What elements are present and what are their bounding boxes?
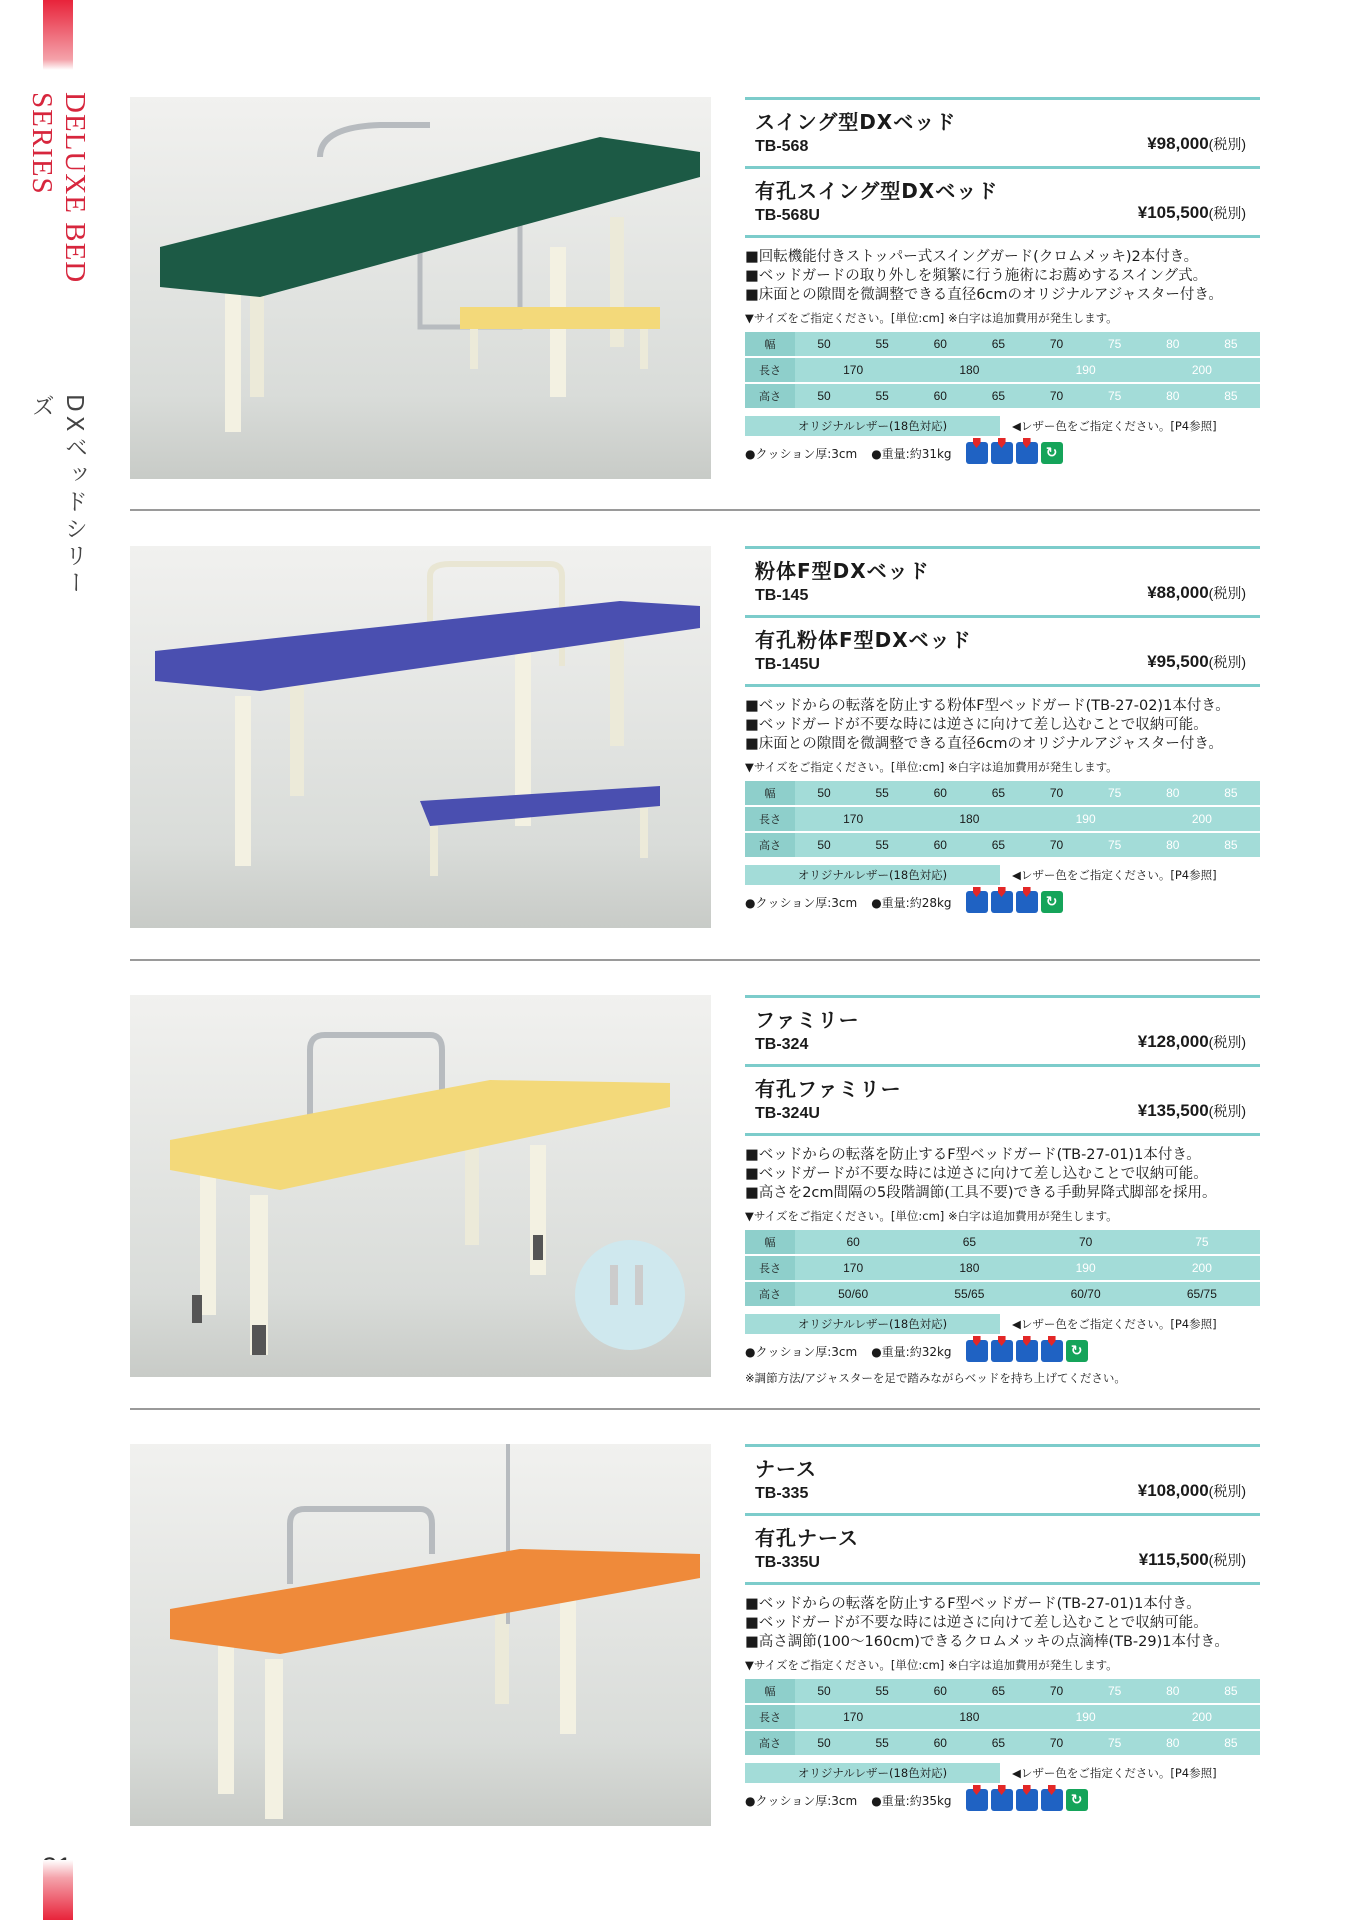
weight-spec: ●重量:約28kg: [871, 895, 952, 910]
product-code: TB-145U: [755, 656, 820, 673]
width-row: [745, 332, 1260, 356]
leather-row: [745, 1763, 1260, 1783]
series-subtitle: DXベッドシリーズ: [28, 393, 87, 598]
height-label: 高さ: [745, 1731, 795, 1755]
product-code: TB-568U: [755, 207, 820, 224]
bed-illustration: [130, 97, 711, 479]
feature-icons: [966, 1789, 1088, 1811]
price-value: ¥135,500: [1137, 1101, 1209, 1120]
product-block: [130, 1444, 1260, 1828]
product-name: 粉体F型DXベッド: [755, 559, 930, 583]
width-label: 幅: [745, 781, 795, 805]
size-cell: 60: [795, 1230, 911, 1254]
size-cell: 60: [911, 332, 969, 356]
size-cell: 75: [1086, 1679, 1144, 1703]
size-cell: 70: [1028, 833, 1086, 857]
size-cell: 80: [1144, 384, 1202, 408]
size-cell: 55: [853, 1679, 911, 1703]
price-value: ¥115,500: [1138, 1550, 1209, 1569]
height-row: [745, 1731, 1260, 1755]
size-cell: 65: [969, 1731, 1027, 1755]
length-label: 長さ: [745, 807, 795, 831]
feature-item: ■ベッドからの転落を防止する粉体F型ベッドガード(TB-27-02)1本付き。: [745, 698, 1230, 714]
spec-row: [745, 1789, 1260, 1811]
bed-mattress: [170, 1549, 700, 1654]
product-price: [1147, 583, 1246, 603]
option-icon: [1016, 891, 1038, 913]
length-row: [745, 1705, 1260, 1729]
size-cell: 75: [1086, 781, 1144, 805]
size-cell: 55/65: [911, 1282, 1027, 1306]
length-label: 長さ: [745, 358, 795, 382]
adjust-icon: ↻: [1041, 891, 1063, 913]
size-cell: 55: [853, 781, 911, 805]
weight-spec: ●重量:約31kg: [871, 446, 952, 461]
size-table: [745, 1677, 1260, 1757]
size-cell: 65: [969, 384, 1027, 408]
size-cell: 80: [1144, 833, 1202, 857]
size-cell: 50: [795, 833, 853, 857]
option-icon: [1041, 1340, 1063, 1362]
leather-row: [745, 416, 1260, 436]
size-cell: 50: [795, 332, 853, 356]
size-cell: 200: [1144, 1256, 1260, 1280]
size-cell: 60: [911, 1679, 969, 1703]
model-row: [745, 100, 1260, 169]
size-cell: 65: [969, 781, 1027, 805]
size-cell: 70: [1028, 781, 1086, 805]
height-row: [745, 833, 1260, 857]
width-row: [745, 1230, 1260, 1254]
size-cell: 85: [1202, 1679, 1260, 1703]
size-cell: 170: [795, 358, 911, 382]
spec-row: [745, 442, 1260, 464]
tax-note: (税別): [1208, 654, 1246, 670]
size-cell: 55: [853, 384, 911, 408]
product-price: [1138, 1032, 1246, 1052]
feature-item: ■ベッドからの転落を防止するF型ベッドガード(TB-27-01)1本付き。: [745, 1147, 1201, 1163]
feature-item: ■ベッドガードが不要な時には逆さに向けて差し込むことで収納可能。: [745, 717, 1208, 733]
bed-illustration: [130, 995, 711, 1377]
size-note: ▼サイズをご指定ください。[単位:cm] ※白字は追加費用が発生します。: [745, 1209, 1118, 1223]
option-icon: [1016, 442, 1038, 464]
height-row: [745, 1282, 1260, 1306]
option-icon: [991, 1789, 1013, 1811]
product-photo: [130, 97, 711, 479]
leather-badge: オリジナルレザー(18色対応): [745, 1314, 1000, 1334]
option-icon: [991, 891, 1013, 913]
leather-row: [745, 1314, 1260, 1334]
tax-note: (税別): [1208, 1483, 1246, 1499]
size-cell: 85: [1202, 332, 1260, 356]
size-cell: 55: [853, 332, 911, 356]
model-row: [745, 1516, 1260, 1585]
size-cell: 65: [911, 1230, 1027, 1254]
leather-badge: オリジナルレザー(18色対応): [745, 1763, 1000, 1783]
tax-note: (税別): [1208, 1552, 1246, 1568]
cushion-spec: ●クッション厚:3cm: [745, 1793, 858, 1808]
size-cell: 70: [1028, 332, 1086, 356]
product-name: 有孔粉体F型DXベッド: [755, 628, 972, 652]
section-divider: [130, 959, 1260, 961]
width-row: [745, 1679, 1260, 1703]
size-cell: 170: [795, 807, 911, 831]
size-cell: 50: [795, 1731, 853, 1755]
feature-item: ■ベッドガードが不要な時には逆さに向けて差し込むことで収納可能。: [745, 1166, 1208, 1182]
size-cell: 190: [1028, 1705, 1144, 1729]
series-name: DELUXE BED SERIES: [26, 92, 91, 284]
option-icon: [1041, 1789, 1063, 1811]
section-divider: [130, 1408, 1260, 1410]
size-cell: 65: [969, 1679, 1027, 1703]
size-cell: 170: [795, 1256, 911, 1280]
feature-list: [745, 248, 1260, 305]
height-label: 高さ: [745, 833, 795, 857]
price-value: ¥95,500: [1147, 652, 1209, 671]
size-cell: 75: [1086, 332, 1144, 356]
size-cell: 55: [853, 833, 911, 857]
product-name: スイング型DXベッド: [755, 110, 957, 134]
spec-row: [745, 891, 1260, 913]
size-note: ▼サイズをご指定ください。[単位:cm] ※白字は追加費用が発生します。: [745, 311, 1118, 325]
product-price: [1138, 1101, 1246, 1121]
leather-note: ◀レザー色をご指定ください。[P4参照]: [1012, 868, 1217, 882]
size-cell: 50: [795, 781, 853, 805]
size-table: [745, 779, 1260, 859]
adjust-icon: ↻: [1041, 442, 1063, 464]
length-row: [745, 358, 1260, 382]
product-photo: [130, 995, 711, 1377]
leather-badge: オリジナルレザー(18色対応): [745, 416, 1000, 436]
product-info: [745, 97, 1260, 464]
size-cell: 200: [1144, 1705, 1260, 1729]
size-cell: 60: [911, 781, 969, 805]
product-price: [1147, 134, 1246, 154]
size-cell: 180: [911, 1256, 1027, 1280]
width-row: [745, 781, 1260, 805]
accent-bar-top: [43, 0, 73, 70]
length-row: [745, 807, 1260, 831]
size-cell: 60: [911, 1731, 969, 1755]
length-label: 長さ: [745, 1705, 795, 1729]
product-name: ファミリー: [755, 1008, 860, 1032]
feature-item: ■床面との隙間を微調整できる直径6cmのオリジナルアジャスター付き。: [745, 287, 1223, 303]
feature-item: ■ベッドからの転落を防止するF型ベッドガード(TB-27-01)1本付き。: [745, 1596, 1201, 1612]
option-icon: [966, 1789, 988, 1811]
size-cell: 50: [795, 384, 853, 408]
model-row: [745, 549, 1260, 618]
size-cell: 80: [1144, 332, 1202, 356]
size-cell: 190: [1028, 358, 1144, 382]
feature-list: [745, 697, 1260, 754]
product-info: [745, 1444, 1260, 1811]
product-code: TB-145: [755, 587, 809, 604]
size-cell: 50/60: [795, 1282, 911, 1306]
size-cell: 55: [853, 1731, 911, 1755]
size-cell: 65: [969, 332, 1027, 356]
option-icon: [991, 442, 1013, 464]
accent-bar-bottom: [43, 1860, 73, 1920]
product-info: [745, 995, 1260, 1386]
price-value: ¥98,000: [1147, 134, 1209, 153]
width-label: 幅: [745, 332, 795, 356]
price-value: ¥108,000: [1137, 1481, 1209, 1500]
price-value: ¥88,000: [1147, 583, 1209, 602]
weight-spec: ●重量:約32kg: [871, 1344, 952, 1359]
model-row: [745, 618, 1260, 687]
product-price: [1139, 1550, 1246, 1570]
size-cell: 85: [1202, 781, 1260, 805]
size-cell: 180: [911, 358, 1027, 382]
product-price: [1138, 1481, 1246, 1501]
size-cell: 75: [1144, 1230, 1260, 1254]
tax-note: (税別): [1208, 585, 1246, 601]
product-name: ナース: [755, 1457, 817, 1481]
product-photo: [130, 546, 711, 928]
bed-illustration: [130, 546, 711, 928]
size-cell: 70: [1028, 1230, 1144, 1254]
size-cell: 60: [911, 384, 969, 408]
cushion-spec: ●クッション厚:3cm: [745, 1344, 858, 1359]
size-cell: 70: [1028, 1679, 1086, 1703]
width-label: 幅: [745, 1679, 795, 1703]
spec-row: [745, 1340, 1260, 1362]
model-row: [745, 1067, 1260, 1136]
product-price: [1138, 203, 1246, 223]
series-title: [26, 92, 90, 612]
section-divider: [130, 509, 1260, 511]
size-cell: 60/70: [1028, 1282, 1144, 1306]
size-cell: 70: [1028, 384, 1086, 408]
price-value: ¥128,000: [1137, 1032, 1209, 1051]
size-cell: 200: [1144, 807, 1260, 831]
length-row: [745, 1256, 1260, 1280]
price-value: ¥105,500: [1137, 203, 1209, 222]
feature-item: ■回転機能付きストッパー式スイングガード(クロムメッキ)2本付き。: [745, 249, 1199, 265]
model-row: [745, 169, 1260, 238]
product-block: [130, 546, 1260, 930]
height-row: [745, 384, 1260, 408]
feature-list: [745, 1146, 1260, 1203]
size-cell: 75: [1086, 1731, 1144, 1755]
size-cell: 180: [911, 1705, 1027, 1729]
model-row: [745, 998, 1260, 1067]
model-row: [745, 1447, 1260, 1516]
tax-note: (税別): [1208, 1103, 1246, 1119]
product-name: 有孔ナース: [755, 1526, 859, 1550]
size-cell: 85: [1202, 384, 1260, 408]
size-cell: 75: [1086, 384, 1144, 408]
product-name: 有孔ファミリー: [755, 1077, 902, 1101]
cushion-spec: ●クッション厚:3cm: [745, 895, 858, 910]
leather-row: [745, 865, 1260, 885]
size-cell: 75: [1086, 833, 1144, 857]
option-icon: [1016, 1340, 1038, 1362]
tax-note: (税別): [1208, 205, 1246, 221]
option-icon: [966, 891, 988, 913]
product-block: [130, 995, 1260, 1385]
option-icon: [966, 1340, 988, 1362]
feature-item: ■ベッドガードの取り外しを頻繁に行う施術にお薦めするスイング式。: [745, 268, 1208, 284]
adjust-icon: ↻: [1066, 1789, 1088, 1811]
width-label: 幅: [745, 1230, 795, 1254]
leather-note: ◀レザー色をご指定ください。[P4参照]: [1012, 419, 1217, 433]
feature-icons: [966, 891, 1063, 913]
feature-icons: [966, 442, 1063, 464]
leather-badge: オリジナルレザー(18色対応): [745, 865, 1000, 885]
product-block: [130, 97, 1260, 481]
tax-note: (税別): [1208, 1034, 1246, 1050]
size-cell: 180: [911, 807, 1027, 831]
tax-note: (税別): [1208, 136, 1246, 152]
size-cell: 80: [1144, 781, 1202, 805]
bed-illustration: [130, 1444, 711, 1826]
feature-item: ■高さ調節(100〜160cm)できるクロムメッキの点滴棒(TB-29)1本付き。: [745, 1634, 1229, 1650]
product-code: TB-324: [755, 1036, 809, 1053]
size-cell: 190: [1028, 1256, 1144, 1280]
size-cell: 85: [1202, 833, 1260, 857]
feature-item: ■高さを2cm間隔の5段階調節(工具不要)できる手動昇降式脚部を採用。: [745, 1185, 1217, 1201]
size-note: ▼サイズをご指定ください。[単位:cm] ※白字は追加費用が発生します。: [745, 760, 1118, 774]
size-cell: 50: [795, 1679, 853, 1703]
size-table: [745, 1228, 1260, 1308]
product-name: 有孔スイング型DXベッド: [755, 179, 999, 203]
size-cell: 60: [911, 833, 969, 857]
feature-item: ■床面との隙間を微調整できる直径6cmのオリジナルアジャスター付き。: [745, 736, 1223, 752]
option-icon: [966, 442, 988, 464]
leather-note: ◀レザー色をご指定ください。[P4参照]: [1012, 1317, 1217, 1331]
height-label: 高さ: [745, 384, 795, 408]
size-cell: 65/75: [1144, 1282, 1260, 1306]
length-label: 長さ: [745, 1256, 795, 1280]
size-cell: 190: [1028, 807, 1144, 831]
size-cell: 65: [969, 833, 1027, 857]
size-cell: 170: [795, 1705, 911, 1729]
product-photo: [130, 1444, 711, 1826]
size-cell: 80: [1144, 1679, 1202, 1703]
product-code: TB-335U: [755, 1554, 820, 1571]
product-code: TB-335: [755, 1485, 809, 1502]
leather-note: ◀レザー色をご指定ください。[P4参照]: [1012, 1766, 1217, 1780]
adjust-footnote: ※調節方法/アジャスターを足で踏みながらベッドを持ち上げてください。: [745, 1371, 1126, 1385]
adjust-icon: ↻: [1066, 1340, 1088, 1362]
bed-mattress: [170, 1080, 670, 1190]
feature-item: ■ベッドガードが不要な時には逆さに向けて差し込むことで収納可能。: [745, 1615, 1208, 1631]
size-cell: 70: [1028, 1731, 1086, 1755]
feature-list: [745, 1595, 1260, 1652]
option-icon: [1016, 1789, 1038, 1811]
size-cell: 80: [1144, 1731, 1202, 1755]
size-note: ▼サイズをご指定ください。[単位:cm] ※白字は追加費用が発生します。: [745, 1658, 1118, 1672]
weight-spec: ●重量:約35kg: [871, 1793, 952, 1808]
option-icon: [991, 1340, 1013, 1362]
product-code: TB-568: [755, 138, 809, 155]
product-info: [745, 546, 1260, 913]
size-cell: 85: [1202, 1731, 1260, 1755]
product-code: TB-324U: [755, 1105, 820, 1122]
size-table: [745, 330, 1260, 410]
feature-icons: [966, 1340, 1088, 1362]
product-price: [1147, 652, 1246, 672]
size-cell: 200: [1144, 358, 1260, 382]
height-label: 高さ: [745, 1282, 795, 1306]
cushion-spec: ●クッション厚:3cm: [745, 446, 858, 461]
